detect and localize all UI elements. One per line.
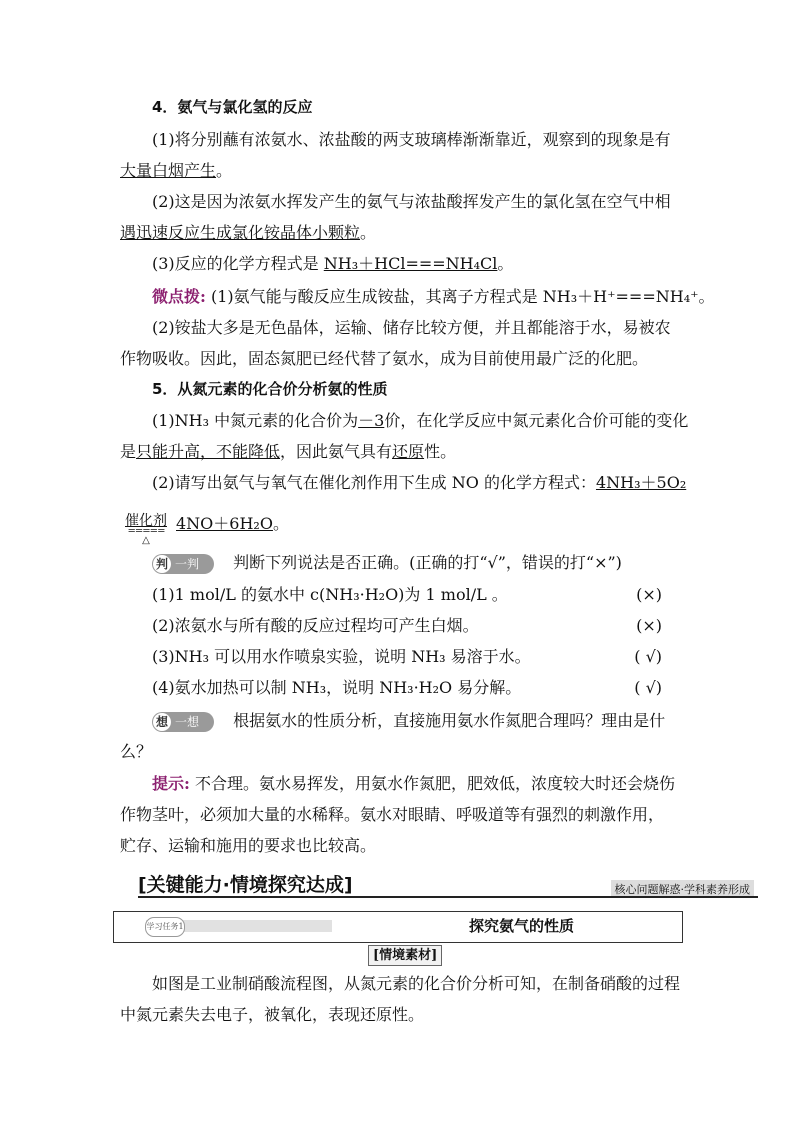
equation-answer: NH₃＋HCl===NH₄Cl <box>323 254 498 273</box>
judge-item <box>152 641 662 672</box>
think-pill-char: 想 <box>153 713 171 731</box>
paragraph: (2)铵盐大多是无色晶体，运输、储存比较方便，并且都能溶于水，易被农 <box>152 318 671 337</box>
judge-item <box>152 672 662 703</box>
paragraph: 作物茎叶，必须加大量的水稀释。氨水对眼睛、呼吸道等有强烈的刺激作用， <box>120 805 665 824</box>
paragraph <box>120 467 687 498</box>
paragraph <box>120 436 680 467</box>
text: (1)氨气能与酸反应生成铵盐，其离子方程式是 NH₃＋H⁺===NH₄⁺。 <box>205 287 715 306</box>
section-banner <box>138 868 758 898</box>
text: 价，在化学反应中氮元素化合价可能的变化 <box>384 411 689 430</box>
judge-item-mark: ( √) <box>634 647 662 666</box>
judge-item-mark: (×) <box>636 585 662 604</box>
paragraph <box>120 405 689 436</box>
equation-answer: 4NH₃＋5O₂ <box>595 473 687 492</box>
judge-pill <box>152 554 214 574</box>
paragraph: 如图是工业制硝酸流程图，从氮元素的化合价分析可知，在制备硝酸的过程 <box>152 974 681 993</box>
paragraph <box>120 186 680 217</box>
answer-blank: 还原 <box>392 442 425 461</box>
hint-label: 提示: <box>152 774 190 793</box>
text: (1)将分别蘸有浓氨水、浓盐酸的两支玻璃棒渐渐靠近，观察到的现象是有 <box>152 130 671 149</box>
section5-heading: 5．从氮元素的化合价分析氨的性质 <box>152 380 388 398</box>
judge-instructions: 判断下列说法是否正确。(正确的打“√”，错误的打“×”) <box>233 553 622 572</box>
judge-item-mark: ( √) <box>634 678 662 697</box>
judge-pill-text: 一判 <box>175 556 200 571</box>
banner-tag: 核心问题解惑·学科素养形成 <box>611 880 755 898</box>
tip-paragraph <box>120 281 715 312</box>
think-question <box>152 705 666 736</box>
answer-blank: 大量白烟产生 <box>120 161 217 180</box>
equation-answer: 4NO＋6H₂O <box>176 514 273 533</box>
paragraph <box>120 155 680 186</box>
think-pill <box>152 712 214 732</box>
judge-item-text: (2)浓氨水与所有酸的反应过程均可产生白烟。 <box>152 616 479 635</box>
text: ，因此氨气具有 <box>280 442 393 461</box>
think-text: 根据氨水的性质分析，直接施用氨水作氮肥合理吗？理由是什 <box>233 711 666 730</box>
answer-blank: 只能升高，不能降低 <box>136 442 281 461</box>
text: (3)反应的化学方程式是 <box>152 254 324 273</box>
text: 不合理。氨水易挥发，用氨水作氮肥，肥效低，浓度较大时还会烧伤 <box>189 774 676 793</box>
material-label: [情境素材] <box>368 945 442 966</box>
text: (2)请写出氨气与氧气在催化剂作用下生成 NO 的化学方程式： <box>152 473 596 492</box>
paragraph <box>120 248 680 279</box>
catalyst-label: 催化剂 <box>125 513 167 529</box>
answer-blank: －3 <box>358 411 385 430</box>
paragraph <box>176 508 576 539</box>
judge-pill-char: 判 <box>153 555 171 573</box>
hint-paragraph <box>120 768 680 799</box>
think-pill-text: 一想 <box>175 714 200 729</box>
answer-blank: 遇迅速反应生成氯化铵晶体小颗粒 <box>120 223 361 242</box>
text: 性。 <box>424 442 457 461</box>
banner-divider <box>138 896 758 898</box>
paragraph <box>120 217 680 248</box>
text: (2)这是因为浓氨水挥发产生的氨气与浓盐酸挥发产生的氯化氢在空气中相 <box>152 192 671 211</box>
task-pill: 学习任务1 <box>145 917 185 937</box>
tip-label: 微点拨: <box>152 287 206 306</box>
paragraph: 中氮元素失去电子，被氧化，表现还原性。 <box>120 1005 425 1024</box>
judge-item-text: (3)NH₃ 可以用水作喷泉实验，说明 NH₃ 易溶于水。 <box>152 647 531 666</box>
text: 是 <box>120 442 137 461</box>
task-pill-bar <box>146 920 332 932</box>
paragraph <box>120 124 680 155</box>
task-box <box>113 911 683 943</box>
heat-symbol: △ <box>142 535 150 546</box>
paragraph: 贮存、运输和施用的要求也比较高。 <box>120 836 377 855</box>
section4-heading: 4．氨气与氯化氢的反应 <box>152 98 313 116</box>
reaction-arrow <box>120 514 172 546</box>
judge-item-text: (1)1 mol/L 的氨水中 c(NH₃·H₂O)为 1 mol/L 。 <box>152 585 508 604</box>
paragraph: 作物吸收。因此，固态氮肥已经代替了氨水，成为目前使用最广泛的化肥。 <box>120 349 649 368</box>
equals-sign: ===== <box>127 526 165 537</box>
task-title: 探究氨气的性质 <box>469 917 575 935</box>
judge-item <box>152 579 662 610</box>
text: 。 <box>216 161 233 180</box>
judge-item <box>152 610 662 641</box>
judge-item-mark: (×) <box>636 616 662 635</box>
text: 。 <box>497 254 514 273</box>
judge-item-text: (4)氨水加热可以制 NH₃，说明 NH₃·H₂O 易分解。 <box>152 678 522 697</box>
text: 。 <box>360 223 377 242</box>
text: (1)NH₃ 中氮元素的化合价为 <box>152 411 359 430</box>
judge-intro <box>152 547 662 578</box>
banner-title: [关键能力·情境探究达成] <box>138 874 353 896</box>
text: 。 <box>272 514 289 533</box>
paragraph: 么？ <box>120 742 153 761</box>
